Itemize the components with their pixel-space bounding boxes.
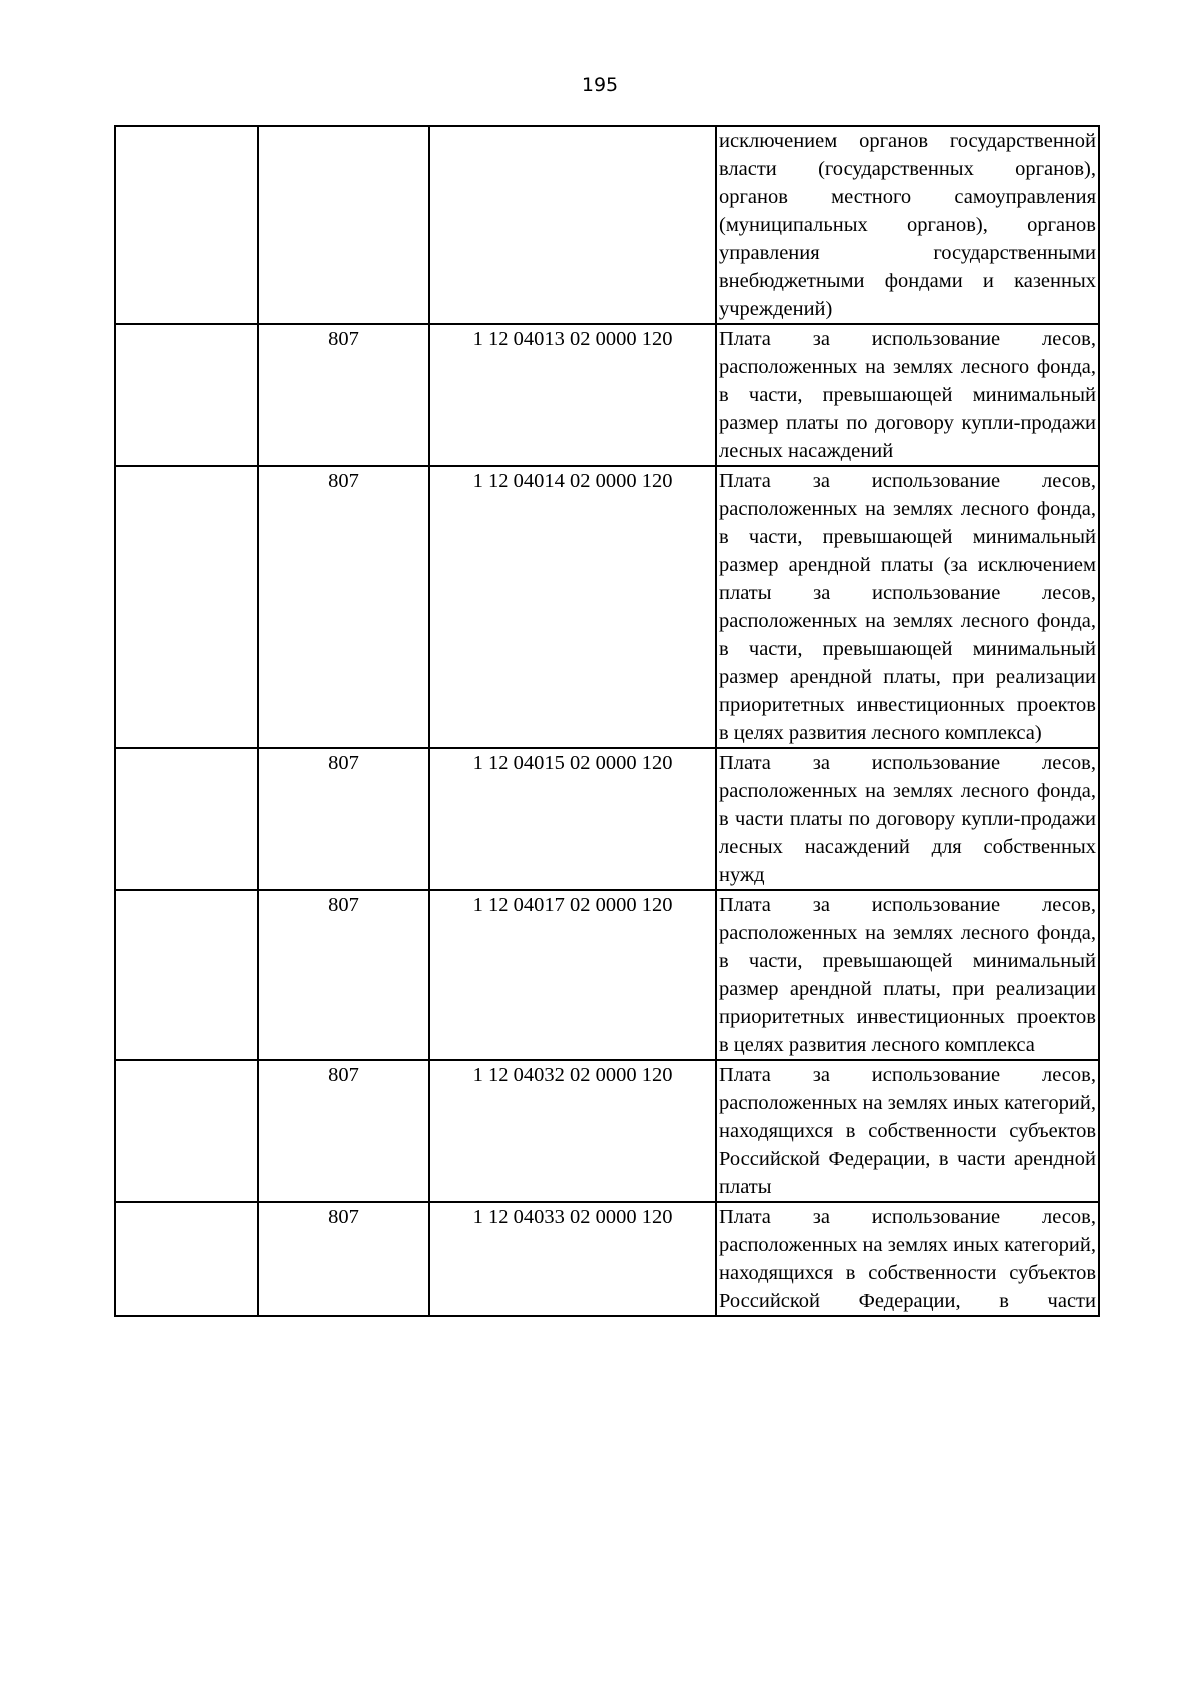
cell-admin-code: 807 bbox=[258, 1202, 429, 1316]
cell-admin-code: 807 bbox=[258, 748, 429, 890]
cell-description: исключением органов государственной власти (государственных органов), органов местного самоуправления (муниципальных органов), органов управления государственными внебюджетными фондами и казенных учреждений) bbox=[716, 126, 1099, 324]
cell-col1 bbox=[115, 890, 258, 1060]
cell-revenue-code bbox=[429, 126, 716, 324]
cell-col1 bbox=[115, 1060, 258, 1202]
cell-revenue-code: 1 12 04015 02 0000 120 bbox=[429, 748, 716, 890]
table-row bbox=[115, 324, 1099, 466]
cell-col1 bbox=[115, 748, 258, 890]
cell-revenue-code: 1 12 04017 02 0000 120 bbox=[429, 890, 716, 1060]
cell-revenue-code: 1 12 04014 02 0000 120 bbox=[429, 466, 716, 748]
cell-col1 bbox=[115, 466, 258, 748]
cell-revenue-code: 1 12 04013 02 0000 120 bbox=[429, 324, 716, 466]
cell-description: Плата за использование лесов, расположенных на землях лесного фонда, в части, превышающей минимальный размер арендной платы, при реализации приоритетных инвестиционных проектов в целях развития лесного комплекса bbox=[716, 890, 1099, 1060]
cell-admin-code: 807 bbox=[258, 890, 429, 1060]
cell-admin-code bbox=[258, 126, 429, 324]
cell-admin-code: 807 bbox=[258, 1060, 429, 1202]
cell-col1 bbox=[115, 324, 258, 466]
cell-description: Плата за использование лесов, расположенных на землях иных категорий, находящихся в собственности субъектов Российской Федерации, в части bbox=[716, 1202, 1099, 1316]
page-number: 195 bbox=[581, 74, 619, 96]
cell-description: Плата за использование лесов, расположенных на землях иных категорий, находящихся в собственности субъектов Российской Федерации, в части арендной платы bbox=[716, 1060, 1099, 1202]
table-row bbox=[115, 890, 1099, 1060]
table-row bbox=[115, 1202, 1099, 1316]
cell-description: Плата за использование лесов, расположенных на землях лесного фонда, в части, превышающей минимальный размер арендной платы (за исключением платы за использование лесов, расположенных на землях лесного фонда, в части, превышающей минимальный размер арендной платы, при реализации приоритетных инвестиционных проектов в целях развития лесного комплекса) bbox=[716, 466, 1099, 748]
cell-revenue-code: 1 12 04033 02 0000 120 bbox=[429, 1202, 716, 1316]
cell-col1 bbox=[115, 126, 258, 324]
cell-admin-code: 807 bbox=[258, 466, 429, 748]
table-row bbox=[115, 466, 1099, 748]
table-row bbox=[115, 1060, 1099, 1202]
table-row bbox=[115, 126, 1099, 324]
revenue-codes-table bbox=[114, 125, 1100, 1317]
cell-revenue-code: 1 12 04032 02 0000 120 bbox=[429, 1060, 716, 1202]
cell-description: Плата за использование лесов, расположенных на землях лесного фонда, в части платы по договору купли-продажи лесных насаждений для собственных нужд bbox=[716, 748, 1099, 890]
cell-description: Плата за использование лесов, расположенных на землях лесного фонда, в части, превышающей минимальный размер платы по договору купли-продажи лесных насаждений bbox=[716, 324, 1099, 466]
cell-col1 bbox=[115, 1202, 258, 1316]
table-row bbox=[115, 748, 1099, 890]
cell-admin-code: 807 bbox=[258, 324, 429, 466]
